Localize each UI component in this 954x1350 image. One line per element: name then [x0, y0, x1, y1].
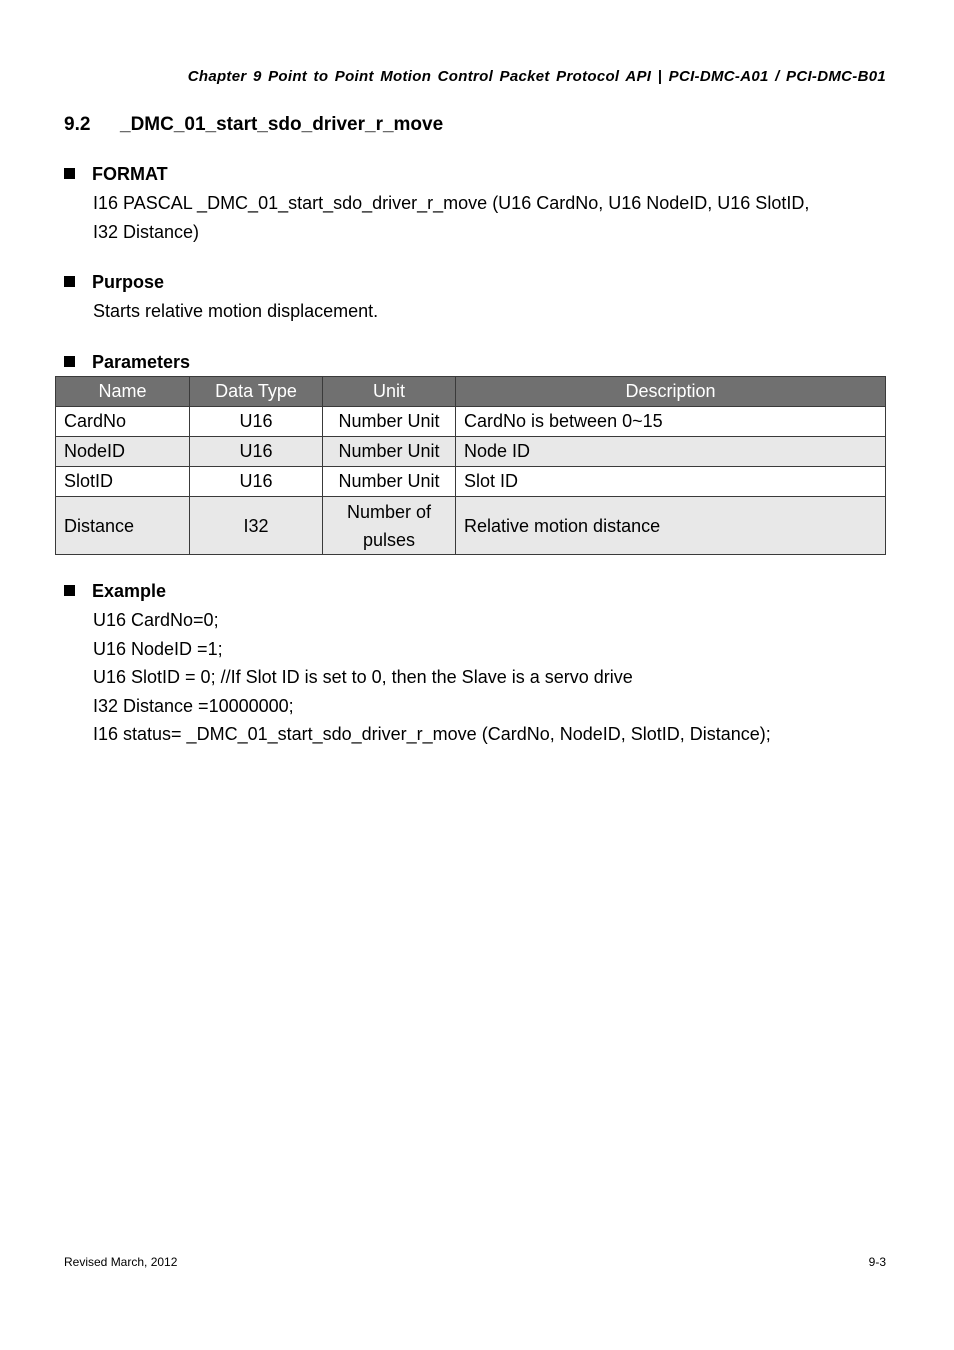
footer-page-number: 9-3	[868, 1255, 886, 1269]
param-unit	[323, 497, 456, 555]
param-name: Distance	[56, 497, 190, 555]
param-type: U16	[190, 467, 323, 497]
parameters-table	[55, 376, 886, 555]
section-title	[64, 114, 443, 136]
table-row	[56, 497, 886, 555]
param-unit: Number Unit	[323, 467, 456, 497]
param-type: I32	[190, 497, 323, 555]
example-section	[64, 578, 886, 749]
param-description: Relative motion distance	[456, 497, 886, 555]
parameters-section	[64, 349, 886, 375]
table-row	[56, 467, 886, 497]
format-line: I32 Distance)	[93, 221, 200, 242]
purpose-section	[64, 269, 886, 326]
example-heading: Example	[92, 581, 167, 601]
purpose-heading: Purpose	[92, 272, 165, 292]
bullet-icon	[64, 276, 75, 287]
param-description: Node ID	[456, 437, 886, 467]
bullet-icon	[64, 585, 75, 596]
param-description: CardNo is between 0~15	[456, 407, 886, 437]
param-unit-line: pulses	[362, 529, 416, 550]
example-line: U16 SlotID = 0; //If Slot ID is set to 0, then the Slave is a servo drive	[93, 667, 633, 687]
format-heading: FORMAT	[92, 164, 168, 184]
param-name: SlotID	[56, 467, 190, 497]
format-line: I16 PASCAL _DMC_01_start_sdo_driver_r_move (U16 CardNo, U16 NodeID, U16 SlotID,	[93, 193, 810, 213]
column-header: Data Type	[190, 377, 323, 407]
page-header: Chapter 9 Point to Point Motion Control Packet Protocol API | PCI-DMC-A01 / PCI-DMC-B01	[187, 68, 886, 85]
example-line: U16 CardNo=0;	[93, 610, 219, 630]
section-name: _DMC_01_start_sdo_driver_r_move	[120, 114, 444, 135]
format-section	[64, 161, 886, 246]
column-header: Unit	[323, 377, 456, 407]
param-type: U16	[190, 407, 323, 437]
param-name: CardNo	[56, 407, 190, 437]
param-type: U16	[190, 437, 323, 467]
column-header: Name	[56, 377, 190, 407]
table-header-row	[56, 377, 886, 407]
example-line: U16 NodeID =1;	[93, 638, 223, 659]
table-row	[56, 407, 886, 437]
column-header: Description	[456, 377, 886, 407]
parameters-heading: Parameters	[92, 352, 191, 372]
footer-revision: Revised March, 2012	[64, 1255, 178, 1269]
param-unit: Number Unit	[323, 437, 456, 467]
purpose-text: Starts relative motion displacement.	[93, 301, 379, 321]
section-number: 9.2	[64, 114, 91, 135]
example-line: I16 status= _DMC_01_start_sdo_driver_r_move (CardNo, NodeID, SlotID, Distance);	[93, 724, 771, 744]
param-name: NodeID	[56, 437, 190, 467]
param-unit: Number Unit	[323, 407, 456, 437]
bullet-icon	[64, 168, 75, 179]
bullet-icon	[64, 356, 75, 367]
example-line: I32 Distance =10000000;	[93, 695, 294, 716]
param-description: Slot ID	[456, 467, 886, 497]
table-row	[56, 437, 886, 467]
param-unit-line: Number of	[346, 501, 432, 522]
